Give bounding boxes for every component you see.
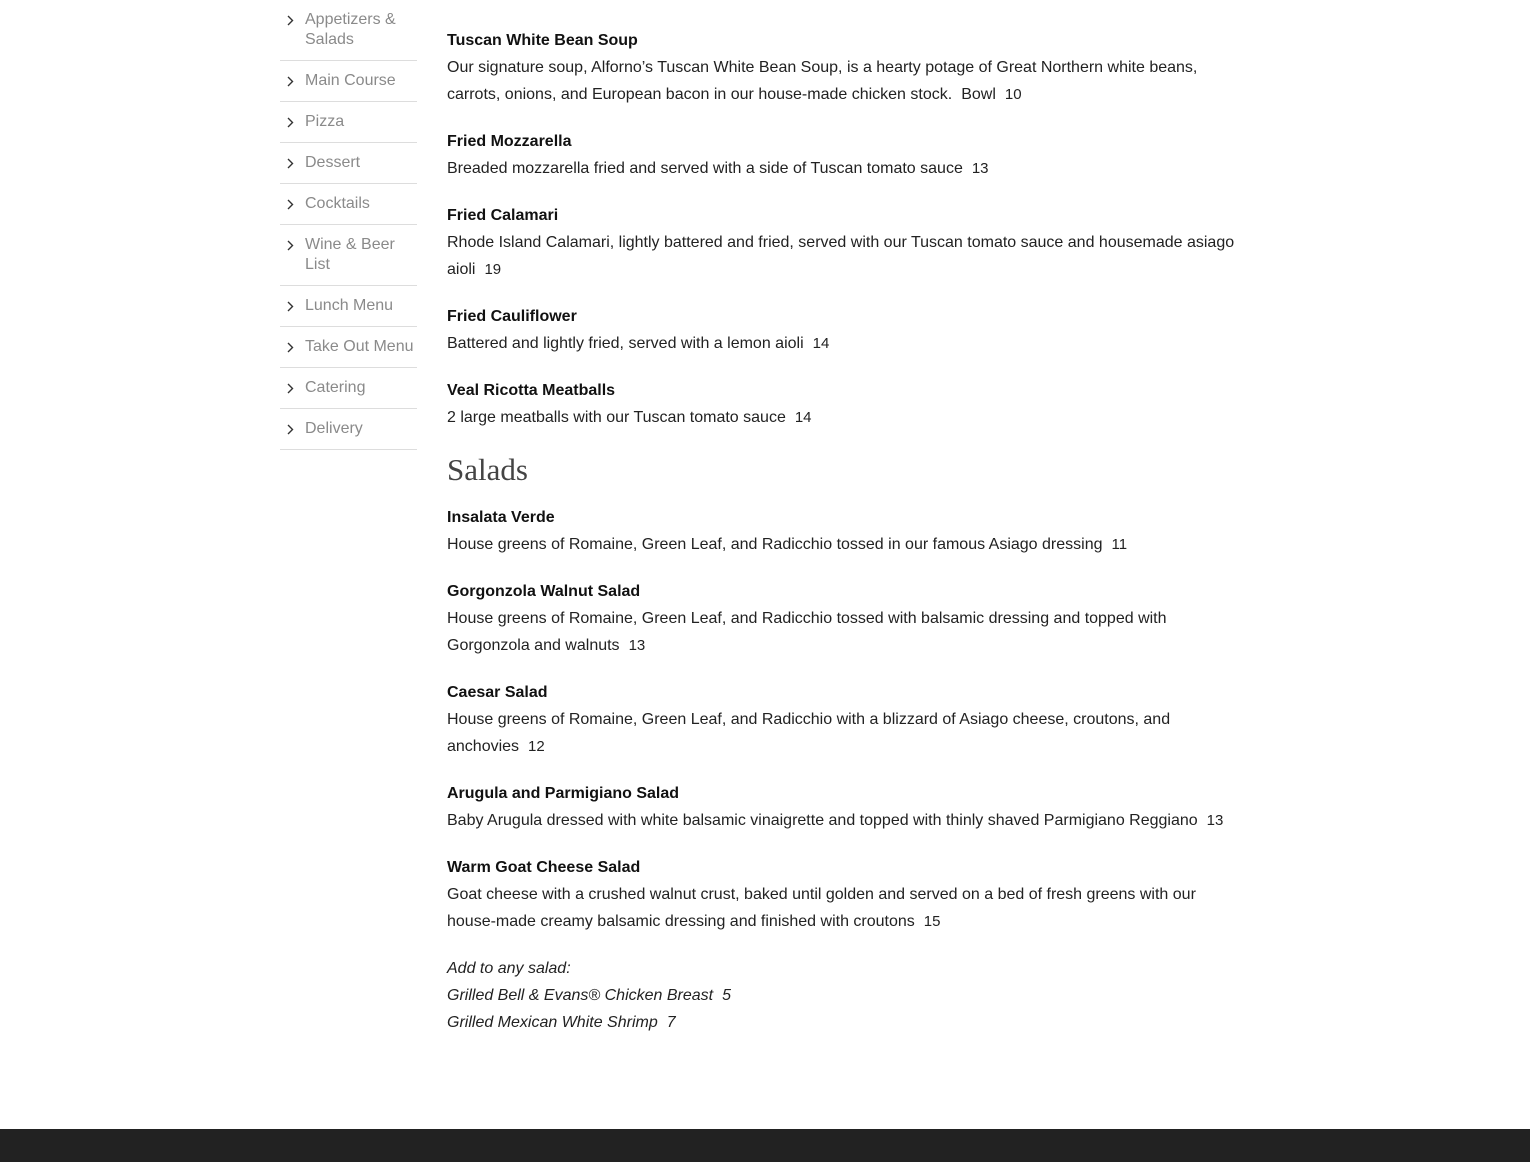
chevron-right-icon bbox=[285, 337, 295, 357]
item-price: 12 bbox=[528, 738, 545, 755]
item-description-line bbox=[447, 881, 1237, 935]
item-description: House greens of Romaine, Green Leaf, and Radicchio with a blizzard of Asiago cheese, croutons, and anchovies bbox=[447, 711, 1171, 755]
item-name: Fried Calamari bbox=[447, 207, 559, 224]
item-description-line bbox=[447, 605, 1237, 659]
addon-name: Grilled Mexican White Shrimp bbox=[447, 1014, 658, 1031]
item-description-line bbox=[447, 531, 1237, 558]
page-footer bbox=[0, 1129, 1530, 1162]
item-name: Fried Cauliflower bbox=[447, 308, 577, 325]
chevron-right-icon bbox=[285, 194, 295, 214]
sidebar-item-lunch-menu[interactable] bbox=[280, 286, 417, 327]
menu-item bbox=[447, 854, 1237, 935]
menu-item bbox=[447, 504, 1237, 558]
salad-addons bbox=[447, 955, 1237, 1036]
item-price: 15 bbox=[923, 913, 941, 930]
sidebar-item-label: Take Out Menu bbox=[305, 338, 414, 355]
sidebar-item-label: Cocktails bbox=[305, 195, 370, 212]
menu-item bbox=[447, 679, 1237, 760]
item-price: 14 bbox=[794, 409, 812, 426]
menu-item bbox=[447, 27, 1237, 108]
item-description: 2 large meatballs with our Tuscan tomato sauce bbox=[447, 409, 786, 426]
menu-item bbox=[447, 202, 1237, 283]
item-name: Fried Mozzarella bbox=[447, 133, 572, 150]
sidebar-item-label: Pizza bbox=[305, 113, 345, 130]
item-description: Baby Arugula dressed with white balsamic vinaigrette and topped with thinly shaved Parmigiano Reggiano bbox=[447, 812, 1198, 829]
sidebar-item-catering[interactable] bbox=[280, 368, 417, 409]
item-name: Caesar Salad bbox=[447, 684, 548, 701]
addon-price: 5 bbox=[722, 987, 732, 1004]
menu-item bbox=[447, 780, 1237, 834]
item-description: House greens of Romaine, Green Leaf, and Radicchio tossed with balsamic dressing and topped with Gorgonzola and walnuts bbox=[447, 610, 1167, 654]
item-description: Battered and lightly fried, served with a lemon aioli bbox=[447, 335, 804, 352]
item-price: 13 bbox=[628, 637, 646, 654]
chevron-right-icon bbox=[285, 153, 295, 173]
item-description: House greens of Romaine, Green Leaf, and Radicchio tossed in our famous Asiago dressing bbox=[447, 536, 1103, 553]
sidebar-item-label: Delivery bbox=[305, 420, 363, 437]
chevron-right-icon bbox=[285, 378, 295, 398]
section-heading-salads: Salads bbox=[447, 452, 528, 487]
sidebar-item-delivery[interactable] bbox=[280, 409, 417, 450]
addon-item bbox=[447, 982, 1237, 1009]
item-description-line bbox=[447, 404, 1237, 431]
item-description: Our signature soup, Alforno’s Tuscan White Bean Soup, is a hearty potage of Great Northern white beans, carrots, onions, and European bacon in our house-made chicken stock. bbox=[447, 59, 1198, 103]
addons-heading: Add to any salad: bbox=[447, 960, 571, 977]
sidebar-item-label: Lunch Menu bbox=[305, 297, 394, 314]
menu-item bbox=[447, 578, 1237, 659]
item-description-line bbox=[447, 807, 1237, 834]
item-description: Breaded mozzarella fried and served with a side of Tuscan tomato sauce bbox=[447, 160, 963, 177]
item-name: Arugula and Parmigiano Salad bbox=[447, 785, 680, 802]
item-description-line bbox=[447, 330, 1237, 357]
addon-name: Grilled Bell & Evans® Chicken Breast bbox=[447, 987, 714, 1004]
sidebar-item-main-course[interactable] bbox=[280, 61, 417, 102]
sidebar-item-label: Appetizers & Salads bbox=[305, 11, 396, 48]
item-portion: Bowl bbox=[961, 86, 996, 103]
menu-item bbox=[447, 377, 1237, 431]
chevron-right-icon bbox=[285, 112, 295, 132]
sidebar-nav bbox=[280, 0, 417, 450]
sidebar-item-dessert[interactable] bbox=[280, 143, 417, 184]
item-description-line bbox=[447, 706, 1237, 760]
item-description-line bbox=[447, 155, 1237, 182]
menu-item bbox=[447, 303, 1237, 357]
item-description-line bbox=[447, 54, 1237, 108]
sidebar-item-wine-beer-list[interactable] bbox=[280, 225, 417, 286]
menu-item bbox=[447, 128, 1237, 182]
sidebar-item-label: Wine & Beer List bbox=[305, 236, 395, 273]
chevron-right-icon bbox=[285, 10, 295, 30]
item-name: Gorgonzola Walnut Salad bbox=[447, 583, 641, 600]
addon-item bbox=[447, 1009, 1237, 1036]
item-price: 13 bbox=[971, 160, 989, 177]
sidebar-item-cocktails[interactable] bbox=[280, 184, 417, 225]
sidebar-item-appetizers-salads[interactable] bbox=[280, 0, 417, 61]
item-name: Tuscan White Bean Soup bbox=[447, 32, 638, 49]
sidebar-item-label: Dessert bbox=[305, 154, 361, 171]
item-description: Goat cheese with a crushed walnut crust, baked until golden and served on a bed of fresh greens with our house-made creamy balsamic dressing and finished with croutons bbox=[447, 886, 1196, 930]
chevron-right-icon bbox=[285, 235, 295, 255]
item-name: Insalata Verde bbox=[447, 509, 555, 526]
menu-content bbox=[447, 27, 1237, 1036]
item-description: Rhode Island Calamari, lightly battered and fried, served with our Tuscan tomato sauce and housemade asiago aioli bbox=[447, 234, 1235, 278]
item-price: 10 bbox=[1004, 86, 1022, 103]
chevron-right-icon bbox=[285, 296, 295, 316]
sidebar-item-take-out-menu[interactable] bbox=[280, 327, 417, 368]
item-price: 14 bbox=[812, 335, 830, 352]
sidebar-item-label: Main Course bbox=[305, 72, 396, 89]
item-price: 11 bbox=[1111, 536, 1128, 553]
item-description-line bbox=[447, 229, 1237, 283]
sidebar-item-pizza[interactable] bbox=[280, 102, 417, 143]
item-name: Veal Ricotta Meatballs bbox=[447, 382, 616, 399]
chevron-right-icon bbox=[285, 419, 295, 439]
item-price: 19 bbox=[484, 261, 502, 278]
chevron-right-icon bbox=[285, 71, 295, 91]
item-name: Warm Goat Cheese Salad bbox=[447, 859, 641, 876]
addon-price: 7 bbox=[666, 1014, 676, 1031]
item-price: 13 bbox=[1206, 812, 1224, 829]
sidebar-item-label: Catering bbox=[305, 379, 366, 396]
